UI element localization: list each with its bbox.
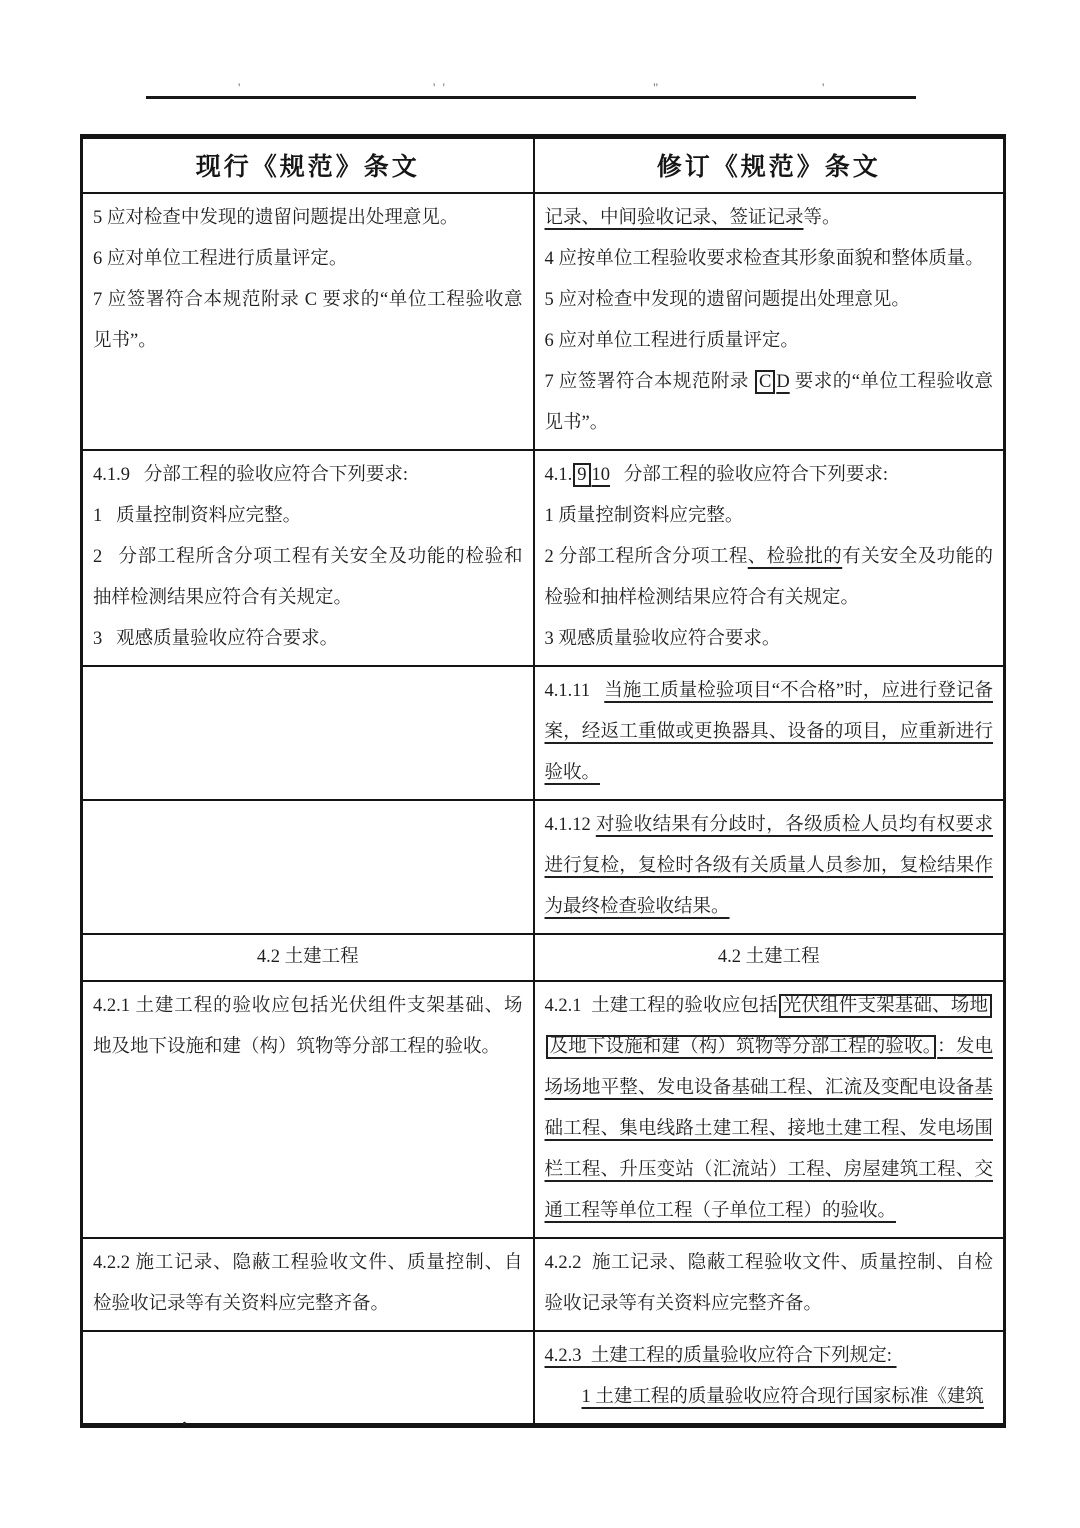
provision-text: 4.2.1 土建工程的验收应包括 [544, 995, 778, 1016]
provision-text: 3 观感质量验收应符合要求。 [544, 628, 781, 649]
provision-text: 2 分部工程所含分项工程 [544, 546, 748, 567]
table-row [82, 193, 1005, 450]
provision-paragraph [545, 321, 994, 362]
current-provision-cell [82, 981, 534, 1238]
revision-added-text: 10 [591, 464, 610, 485]
provision-paragraph [93, 239, 523, 280]
provision-text: 2 分部工程所含分项工程有关安全及功能的检验和抽样检测结果应符合有关规定。 [93, 546, 523, 608]
provision-paragraph [93, 198, 523, 239]
provision-paragraph [545, 986, 994, 1232]
provision-text [545, 1387, 582, 1407]
table-row [82, 981, 1005, 1238]
provision-text: 5 应对检查中发现的遗留问题提出处理意见。 [544, 289, 910, 310]
provision-paragraph [93, 537, 523, 619]
revised-provision-cell [534, 934, 1005, 981]
revision-added-text: D [776, 371, 790, 392]
revised-provision-cell [534, 450, 1005, 666]
provision-text: 6 应对单位工程进行质量评定。 [93, 248, 348, 269]
revision-added-text: 当施工质量检验项目“不合格”时，应进行登记备案，经返工重做或更换器具、设备的项目，应重新进行验收。 [544, 680, 993, 783]
current-provision-header: 现行《规范》条文 [82, 137, 534, 193]
current-provision-cell [82, 934, 534, 981]
revision-deleted-text: C [755, 370, 775, 394]
provision-paragraph [93, 280, 523, 362]
provision-text: 等。 [803, 207, 841, 228]
revision-comparison-table [80, 134, 1006, 1428]
provision-text: 4.1.11 [544, 680, 605, 701]
provision-text: 3 观感质量验收应符合要求。 [93, 628, 339, 649]
revised-provision-cell [534, 981, 1005, 1238]
provision-paragraph [545, 198, 994, 239]
provision-paragraph [545, 619, 994, 660]
revised-provision-cell [534, 666, 1005, 800]
provision-paragraph [93, 455, 523, 496]
provision-text: 4.2.2 施工记录、隐蔽工程验收文件、质量控制、自检验收记录等有关资料应完整齐备。 [544, 1252, 993, 1314]
provision-paragraph [545, 671, 994, 794]
provision-text: 4.2 土建工程 [256, 946, 359, 967]
provision-text: 7 应签署符合本规范附录 C 要求的“单位工程验收意见书”。 [93, 289, 523, 351]
header-artifact-mark: ' [822, 80, 827, 95]
provision-text: 要求的“单位工程验收意见书”。 [544, 371, 993, 433]
current-provision-cell [82, 1238, 534, 1331]
provision-text: 4.1.12 [544, 814, 596, 835]
current-provision-cell [82, 450, 534, 666]
provision-paragraph [545, 239, 994, 280]
current-provision-cell [82, 1331, 534, 1426]
table-row [82, 934, 1005, 981]
provision-paragraph [545, 280, 994, 321]
provision-text: 4.1.9 分部工程的验收应符合下列要求: [93, 464, 409, 485]
page-header-rule [146, 96, 916, 99]
revision-deleted-text: 9 [573, 463, 590, 487]
provision-text: 有关安全及功能的检验和抽样检测结果应符合有关规定。 [544, 546, 993, 608]
revision-deleted-text: 光伏组件支架基础、场地及地下设施和建（构）筑物等分部工程的验收。 [546, 994, 992, 1059]
table-row [82, 1331, 1005, 1426]
table-header-row [82, 137, 1005, 193]
provision-text: 1 质量控制资料应完整。 [544, 505, 744, 526]
revision-added-text: 、检验批的 [747, 546, 843, 567]
header-artifact-mark: " [653, 80, 661, 95]
provision-paragraph [93, 986, 523, 1068]
provision-text: 4.1. [544, 464, 573, 485]
provision-text: 4.2.1 土建工程的验收应包括光伏组件支架基础、场地及地下设施和建（构）筑物等分部工程的验收。 [93, 995, 523, 1057]
provision-paragraph [93, 1243, 523, 1325]
table-row [82, 800, 1005, 934]
provision-paragraph [545, 455, 994, 496]
provision-text: 4 应按单位工程验收要求检查其形象面貌和整体质量。 [544, 248, 984, 269]
provision-paragraph [545, 496, 994, 537]
table-row [82, 450, 1005, 666]
header-artifact-mark: ' [238, 80, 243, 95]
provision-paragraph [545, 939, 994, 975]
provision-paragraph [545, 1377, 994, 1418]
revision-added-text: 4.2.3 土建工程的质量验收应符合下列规定: [544, 1345, 897, 1366]
header-artifact-mark: ' ' [433, 80, 447, 95]
provision-paragraph [545, 537, 994, 619]
provision-text: 7 应签署符合本规范附录 [544, 371, 754, 392]
revised-provision-header: 修订《规范》条文 [534, 137, 1005, 193]
provision-paragraph [93, 619, 523, 660]
table-row [82, 666, 1005, 800]
provision-paragraph [545, 1336, 994, 1377]
revised-provision-cell [534, 800, 1005, 934]
table-row [82, 1238, 1005, 1331]
footer-dot: . [182, 1408, 187, 1430]
provision-paragraph [93, 939, 523, 975]
revised-provision-cell [534, 1331, 1005, 1426]
revision-added-text: 1 土建工程的质量验收应符合现行国家标准《建筑 [581, 1386, 984, 1407]
current-provision-cell [82, 800, 534, 934]
provision-paragraph [93, 496, 523, 537]
provision-text: 5 应对检查中发现的遗留问题提出处理意见。 [93, 207, 459, 228]
provision-text: 4.2.2 施工记录、隐蔽工程验收文件、质量控制、自检验收记录等有关资料应完整齐备。 [93, 1252, 523, 1314]
revision-added-text: 记录、中间验收记录、签证记录 [544, 207, 804, 228]
revision-added-text: ：发电场场地平整、发电设备基础工程、汇流及变配电设备基础工程、集电线路土建工程、接地土建工程、发电场围栏工程、升压变站（汇流站）工程、房屋建筑工程、交通工程等单位工程（子单位工程）的验收。 [544, 1036, 993, 1221]
current-provision-cell [82, 666, 534, 800]
provision-paragraph [545, 1243, 994, 1325]
current-provision-cell [82, 193, 534, 450]
revised-provision-cell [534, 1238, 1005, 1331]
provision-text: 4.2 土建工程 [717, 946, 820, 967]
revised-provision-cell [534, 193, 1005, 450]
provision-text: 6 应对单位工程进行质量评定。 [544, 330, 799, 351]
revision-added-text: 对验收结果有分歧时，各级质检人员均有权要求进行复检，复检时各级有关质量人员参加，复检结果作为最终检查验收结果。 [544, 814, 993, 917]
provision-paragraph [545, 362, 994, 444]
provision-text: 1 质量控制资料应完整。 [93, 505, 302, 526]
provision-text: 分部工程的验收应符合下列要求: [610, 464, 889, 485]
provision-paragraph [545, 805, 994, 928]
